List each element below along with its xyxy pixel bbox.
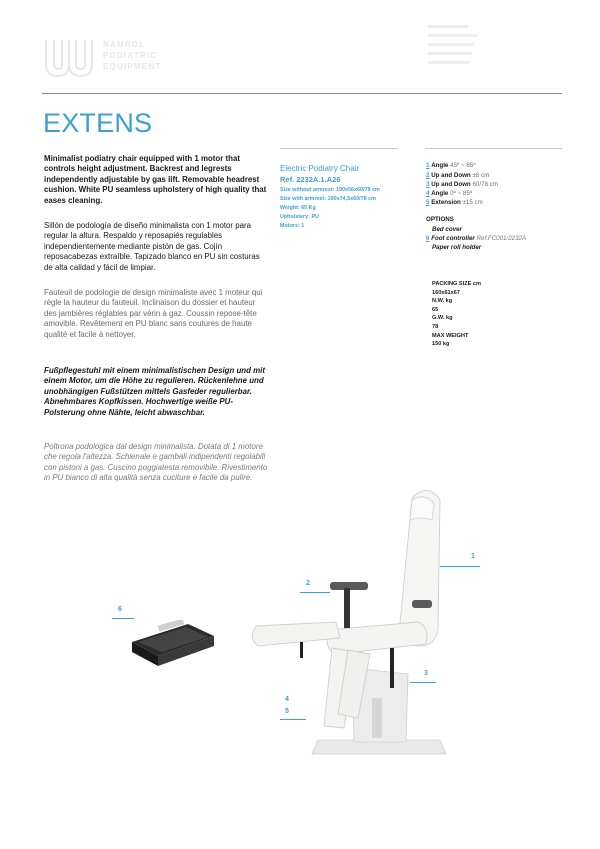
callout-label: 5 [285,708,289,715]
option-label: Bed cover [432,226,462,233]
feature-label: Angle [431,162,449,169]
packing-line: 160x61x67 [432,289,460,296]
podiatry-chair-image [240,478,460,758]
feature-item [426,172,489,180]
packing-line: 65 [432,306,439,313]
product-divider [280,148,398,149]
callout-label: 4 [285,696,289,703]
callout-label: 1 [471,553,475,560]
description-fr: Fauteuil de podologie de design minimaliste avec 1 moteur qui règle la hauteur du fauteuil. Inclinaison du dossier et hauteur des jambières réglables par vérin à gaz. Coussin repose-tête amovible. Revêtement en PU blanc sans coutures de haute qualité et facile à nettoyer. [44,288,263,339]
foot-controller-image [128,620,218,670]
packing-line: 78 [432,323,439,330]
feature-number: 3 [426,181,430,188]
product-spec: Size without armrest: 190x56x60/78 cm [280,187,380,193]
feature-number: 5 [426,199,430,206]
brand-line: EQUIPMENT [103,62,162,71]
packing-block [432,280,481,349]
callout-line [300,592,330,593]
company-logo [42,34,96,82]
feature-label: Extension [431,199,461,206]
feature-item [426,199,483,207]
callout-line [280,719,306,720]
packing-line: PACKING SIZE cm [432,281,482,287]
feature-label: Up and Down [431,181,471,188]
product-ref: Ref. 2232A.1.A26 [280,175,341,184]
description-es: Sillón de podología de diseño minimalista con 1 motor para regular la altura. Respaldo y reposapiés regulables independientemente mediante pistón de gas. Cojín reposacabezas extraíble. Tapizado blanco en PU sin costuras de alta calidad y fácil de limpiar. [44,221,260,272]
product-spec: Motors: 1 [280,223,305,229]
option-item [432,226,462,233]
feature-label: Angle [431,190,449,197]
option-value: Ref.FC001/2232A [476,235,527,242]
header-divider [42,93,562,94]
feature-number: 1 [426,162,430,169]
callout-line [410,682,436,683]
feature-number: 4 [426,190,430,197]
feature-value: 60/78 cm [472,181,498,188]
callout-label: 3 [424,670,428,677]
options-heading: OPTIONS [426,216,454,223]
feature-value: ±15 cm [462,199,483,206]
packing-line: N.W. kg [432,298,453,305]
feature-value: ±8 cm [472,172,490,179]
contact-block [428,22,478,70]
callout-line [440,566,480,567]
feature-item [426,162,475,170]
option-label: Foot controller [431,235,475,242]
brand-name [103,39,161,72]
feature-item [426,181,498,189]
packing-line: G.W. kg [432,315,453,322]
product-spec: Weight: 65 Kg [280,205,316,211]
description-de: Fußpflegestuhl mit einem minimalistischen Design und mit einem Motor, um die Höhe zu regulieren. Rückenlehne und unobhängigen Fußstützen mittels Gasfeder regulierbar. Abnehmbares Kopfkissen. Hochwertige weiße PU-Polsterung ohne Nähte, leicht abwaschbar. [44,366,265,417]
page-title: EXTENS [43,108,153,138]
description-it: Poltrona podologica dal design minimalista. Dotata di 1 motore che regola l'altezza. Schienale e gambali indipendenti regolabili con pistoni a gas. Cuscino poggiatesta removibile. Rivestimento in PU bianco di alta qualità senza cuciture e facile da pulire. [44,442,268,483]
feature-number: 2 [426,172,430,179]
callout-label: 2 [306,580,310,587]
feature-label: Up and Down [431,172,471,179]
brand-line: PODIATRIC [103,51,158,60]
option-label: Paper roll holder [432,244,482,251]
feature-value: 45º ~ 85º [450,162,476,169]
description-en: Minimalist podiatry chair equipped with 1 motor that controls height adjustment. Backrest and legrests independently adjustable by gas lift. Removable headrest cushion. White PU seamless upholstery of high quality that eases cleaning. [44,154,267,205]
packing-line: MAX WEIGHT [432,332,469,339]
callout-line [112,618,134,619]
feature-item [426,190,472,198]
feature-value: 0º ~ 85º [450,190,473,197]
packing-line: 150 kg [432,341,450,348]
option-item [432,244,481,251]
option-item [426,235,526,242]
product-spec: Size with armrest: 190x74,5x60/78 cm [280,196,376,202]
brand-line: NAMROL [103,40,146,49]
product-spec: Upholstery: PU [280,214,319,220]
features-divider [425,148,562,149]
option-number: 6 [426,235,430,242]
callout-label: 6 [118,606,122,613]
product-name: Electric Podiatry Chair [280,164,360,173]
